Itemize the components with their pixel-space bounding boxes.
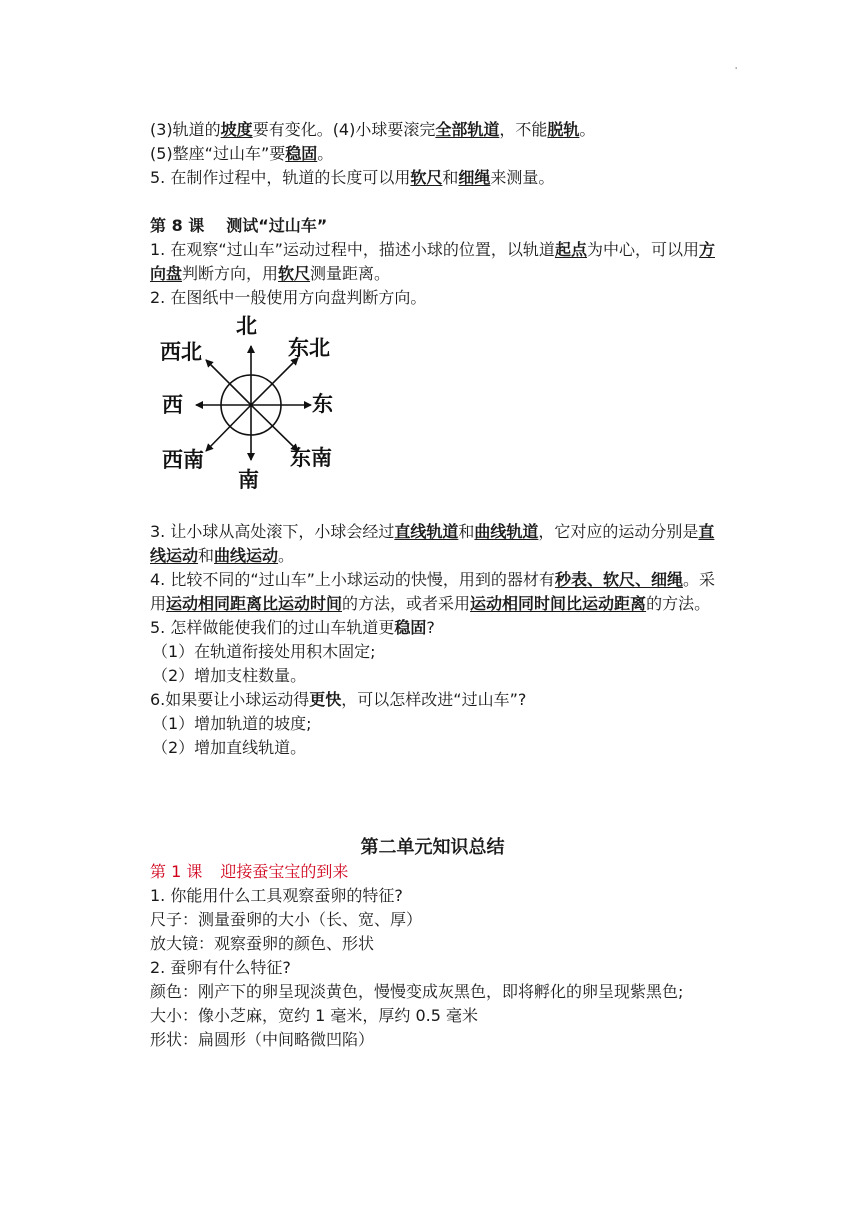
- spacer: [150, 190, 715, 214]
- question-4: [150, 568, 715, 616]
- text: 6.如果要让小球运动得: [150, 690, 310, 709]
- text: 5. 在制作过程中，轨道的长度可以用: [150, 168, 411, 187]
- question-5: [150, 616, 715, 640]
- keyword: 直线运动: [150, 522, 715, 565]
- lesson-number: 第 8 课: [150, 216, 205, 235]
- keyword: 软尺: [278, 264, 311, 283]
- keyword: 稳固: [285, 144, 318, 163]
- keyword: 运动相同距离比运动时间: [166, 594, 343, 613]
- text: ?: [426, 618, 435, 637]
- text: 判断方向，用: [182, 264, 279, 283]
- keyword: 曲线运动: [214, 546, 279, 565]
- text: 测量距离。: [310, 264, 391, 283]
- text: 3. 让小球从高处滚下，小球会经过: [150, 522, 395, 541]
- keyword: 方向盘: [150, 240, 715, 283]
- unit-line: 尺子：测量蚕卵的大小（长、宽、厚）: [150, 910, 423, 929]
- keyword: 细绳: [458, 168, 491, 187]
- text: 的方法，或者采用: [342, 594, 471, 613]
- text: 为中心，可以用: [586, 240, 699, 259]
- keyword: 直线轨道: [394, 522, 459, 541]
- compass-diagram: [150, 313, 715, 514]
- question-3: [150, 520, 715, 568]
- lesson-number: 第 1 课: [150, 862, 203, 881]
- keyword: 全部轨道: [435, 120, 500, 139]
- unit-line: 颜色：刚产下的卵呈现淡黄色，慢慢变成灰黑色，即将孵化的卵呈现紫黑色;: [150, 982, 684, 1001]
- text: 5. 怎样做能使我们的过山车轨道更: [150, 618, 395, 637]
- keyword: 秒表、软尺、细绳: [554, 570, 683, 589]
- compass-south-label: 南: [238, 467, 259, 492]
- text: (5)整座“过山车”要: [150, 144, 286, 163]
- unit-line: 形状：扁圆形（中间略微凹陷）: [150, 1030, 375, 1049]
- compass-southwest-label: 西南: [162, 447, 204, 472]
- unit-line: 放大镜：观察蚕卵的颜色、形状: [150, 934, 375, 953]
- list-item: （2）增加支柱数量。: [152, 666, 307, 685]
- compass-northwest-label: 西北: [160, 339, 202, 364]
- compass-west-label: 西: [162, 392, 183, 417]
- keyword: 软尺: [410, 168, 443, 187]
- text: ，可以怎样改进“过山车”?: [341, 690, 527, 709]
- compass-east-label: 东: [312, 391, 333, 416]
- text: 要有变化。(4)小球要滚完: [252, 120, 436, 139]
- corner-mark: ': [735, 66, 738, 75]
- text: 的方法。: [646, 594, 711, 613]
- question-1: [150, 238, 715, 286]
- spacer: [150, 808, 715, 832]
- text: 1. 在观察“过山车”运动过程中，描述小球的位置，以轨道: [150, 240, 555, 259]
- list-item: （1）增加轨道的坡度;: [152, 714, 312, 733]
- text: (3)轨道的: [150, 120, 221, 139]
- compass-southeast-label: 东南: [290, 445, 332, 470]
- compass-north-label: 北: [236, 313, 257, 338]
- keyword: 更快: [309, 690, 342, 709]
- question-2: 2. 在图纸中一般使用方向盘判断方向。: [150, 288, 427, 307]
- text: 4. 比较不同的“过山车”上小球运动的快慢，用到的器材有: [150, 570, 555, 589]
- text: ，它对应的运动分别是: [538, 522, 699, 541]
- document-content: [150, 118, 715, 1052]
- unit-line: 大小：像小芝麻，宽约 1 毫米，厚约 0.5 毫米: [150, 1006, 478, 1025]
- paragraph-track-requirements: [150, 118, 715, 142]
- keyword: 起点: [554, 240, 587, 259]
- keyword: 脱轨: [547, 120, 580, 139]
- list-item: （1）在轨道衔接处用积木固定;: [152, 642, 376, 661]
- paragraph-stable: [150, 142, 715, 166]
- unit-line: 2. 蚕卵有什么特征?: [150, 958, 291, 977]
- question-6: [150, 688, 715, 712]
- keyword: 运动相同时间比运动距离: [470, 594, 647, 613]
- text: 。采用: [150, 570, 715, 613]
- lesson-1-heading: [150, 860, 715, 884]
- text: 。: [317, 144, 334, 163]
- text: 和: [198, 546, 215, 565]
- spacer: [150, 784, 715, 808]
- text: 。: [278, 546, 295, 565]
- keyword: 坡度: [220, 120, 253, 139]
- list-item: （2）增加直线轨道。: [152, 738, 307, 757]
- paragraph-measure-length: [150, 166, 715, 190]
- text: 来测量。: [490, 168, 555, 187]
- keyword: 曲线轨道: [474, 522, 539, 541]
- text: 。: [579, 120, 596, 139]
- lesson-8-heading: [150, 214, 715, 238]
- lesson-title: 测试“过山车”: [226, 216, 328, 235]
- keyword: 稳固: [394, 618, 427, 637]
- text: 和: [442, 168, 459, 187]
- unit-line: 1. 你能用什么工具观察蚕卵的特征?: [150, 886, 403, 905]
- compass-northeast-label: 东北: [288, 335, 330, 360]
- unit-2-title: 第二单元知识总结: [360, 837, 505, 858]
- text: ，不能: [499, 120, 548, 139]
- lesson-title: 迎接蚕宝宝的到来: [220, 862, 349, 881]
- spacer: [150, 760, 715, 784]
- text: 和: [458, 522, 475, 541]
